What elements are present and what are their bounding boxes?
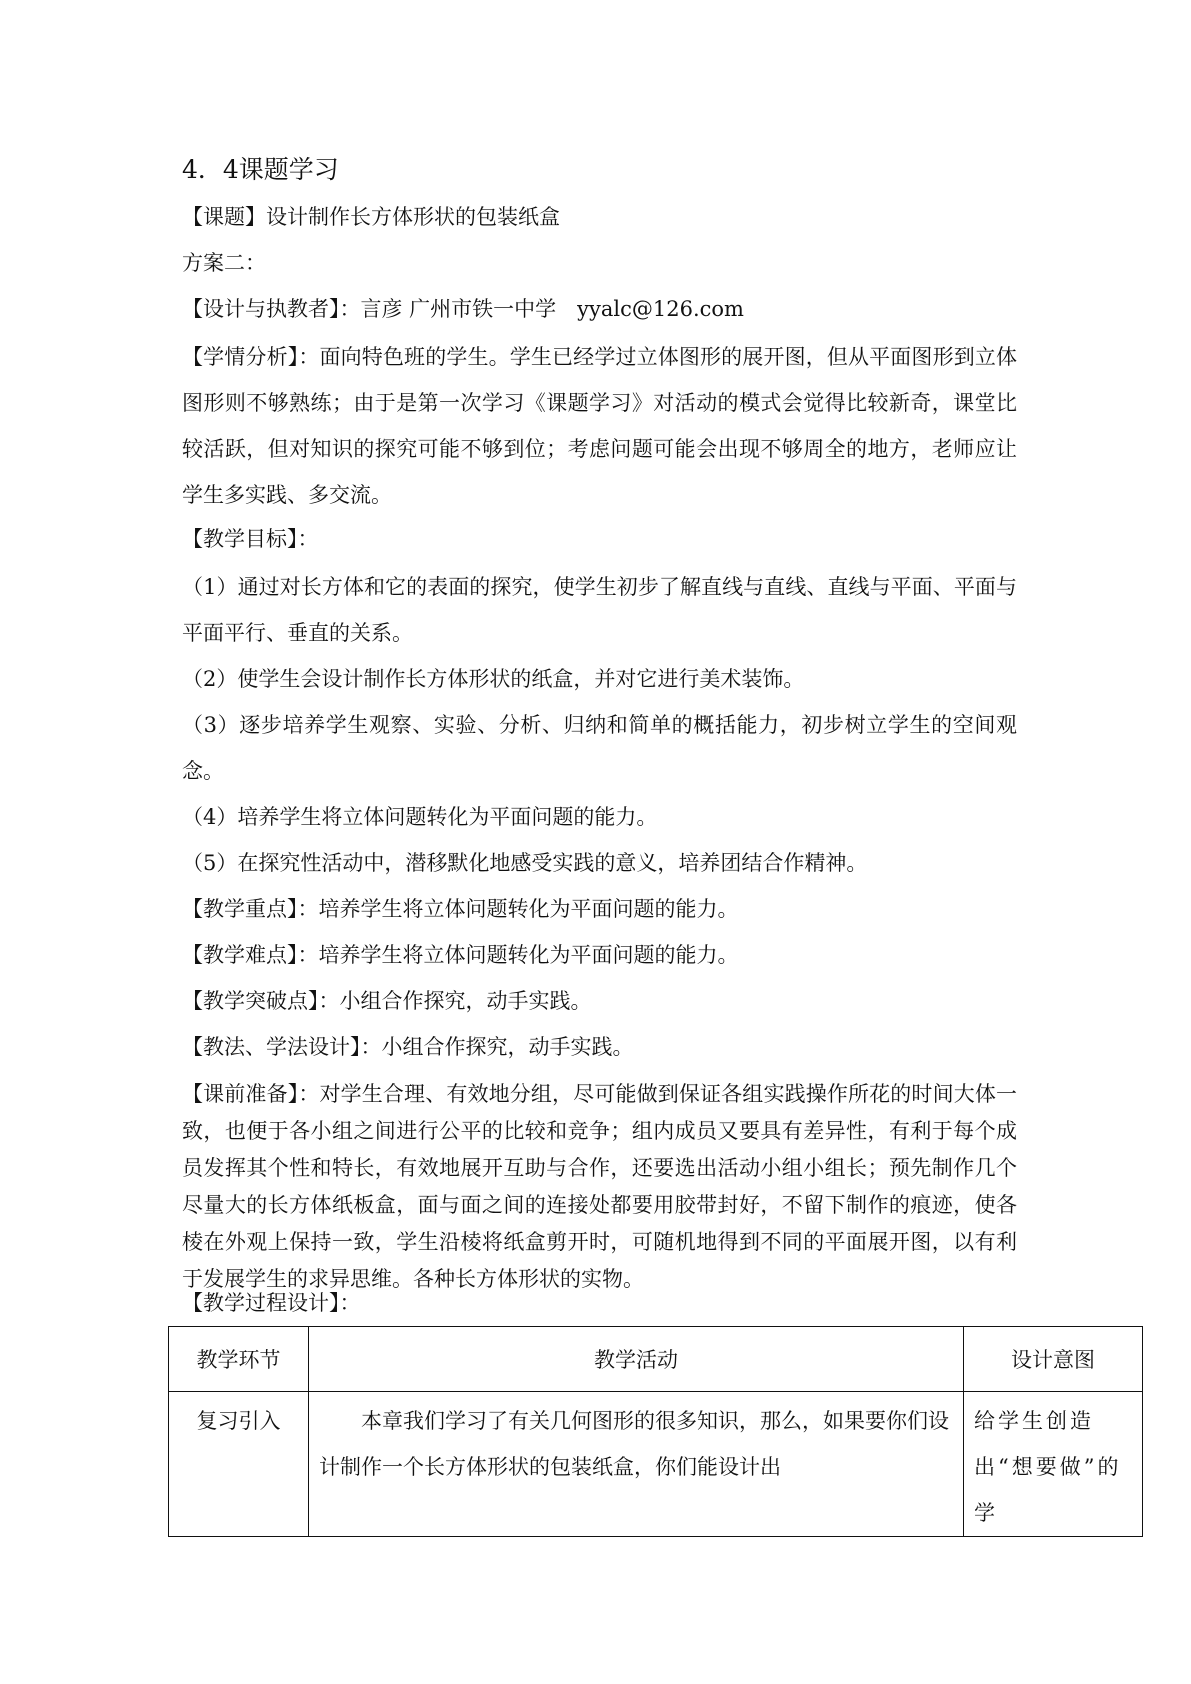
column-header: 教学环节 (169, 1327, 309, 1392)
intent-cell: 给学生创造出“想要做”的学 (964, 1392, 1143, 1537)
objective-1: （1）通过对长方体和它的表面的探究，使学生初步了解直线与直线、直线与平面、平面与平面平行、垂直的关系。 (182, 575, 1017, 645)
analysis-paragraph: 【学情分析】：面向特色班的学生。学生已经学过立体图形的展开图，但从平面图形到立体图形则不够熟练；由于是第一次学习《课题学习》对活动的模式会觉得比较新奇，课堂比较活跃，但对知识的探究可能不够到位；考虑问题可能会出现不够周全的地方，老师应让学生多实践、多交流。 (182, 345, 1017, 507)
process-table (168, 1326, 1143, 1537)
objective-4: （4）培养学生将立体问题转化为平面问题的能力。 (182, 805, 658, 829)
table-header-row (169, 1327, 1143, 1392)
methods-line: 【教法、学法设计】：小组合作探究，动手实践。 (182, 1035, 634, 1059)
preparation-paragraph: 【课前准备】：对学生合理、有效地分组，尽可能做到保证各组实践操作所花的时间大体一致，也便于各小组之间进行公平的比较和竞争；组内成员又要具有差异性，有利于每个成员发挥其个性和特长，有效地展开互助与合作，还要选出活动小组小组长；预先制作几个尽量大的长方体纸板盒，面与面之间的连接处都要用胶带封好，不留下制作的痕迹，使各棱在外观上保持一致，学生沿棱将纸盒剪开时，可随机地得到不同的平面展开图，以有利于发展学生的求异思维。各种长方体形状的实物。 (182, 1082, 1017, 1291)
column-header: 教学活动 (309, 1327, 964, 1392)
activity-cell: 本章我们学习了有关几何图形的很多知识，那么，如果要你们设计制作一个长方体形状的包装纸盒，你们能设计出 (309, 1392, 964, 1537)
key-point-line: 【教学重点】：培养学生将立体问题转化为平面问题的能力。 (182, 897, 739, 921)
breakthrough-line: 【教学突破点】：小组合作探究，动手实践。 (182, 989, 592, 1013)
objectives-title: 【教学目标】： (182, 527, 319, 551)
section-title: 4．4课题学习 (182, 155, 339, 184)
process-title: 【教学过程设计】： (182, 1291, 361, 1315)
table-row (169, 1392, 1143, 1537)
objective-5: （5）在探究性活动中，潜移默化地感受实践的意义，培养团结合作精神。 (182, 851, 868, 875)
objective-3: （3）逐步培养学生观察、实验、分析、归纳和简单的概括能力，初步树立学生的空间观念。 (182, 713, 1017, 783)
plan-line: 方案二： (182, 251, 266, 275)
difficulty-line: 【教学难点】：培养学生将立体问题转化为平面问题的能力。 (182, 943, 739, 967)
stage-cell: 复习引入 (169, 1392, 309, 1537)
objective-2: （2）使学生会设计制作长方体形状的纸盒，并对它进行美术装饰。 (182, 667, 805, 691)
column-header: 设计意图 (964, 1327, 1143, 1392)
author-line: 【设计与执教者】：言彦 广州市铁一中学 yyalc@126.com (182, 297, 744, 321)
topic-line: 【课题】设计制作长方体形状的包装纸盒 (182, 205, 560, 229)
